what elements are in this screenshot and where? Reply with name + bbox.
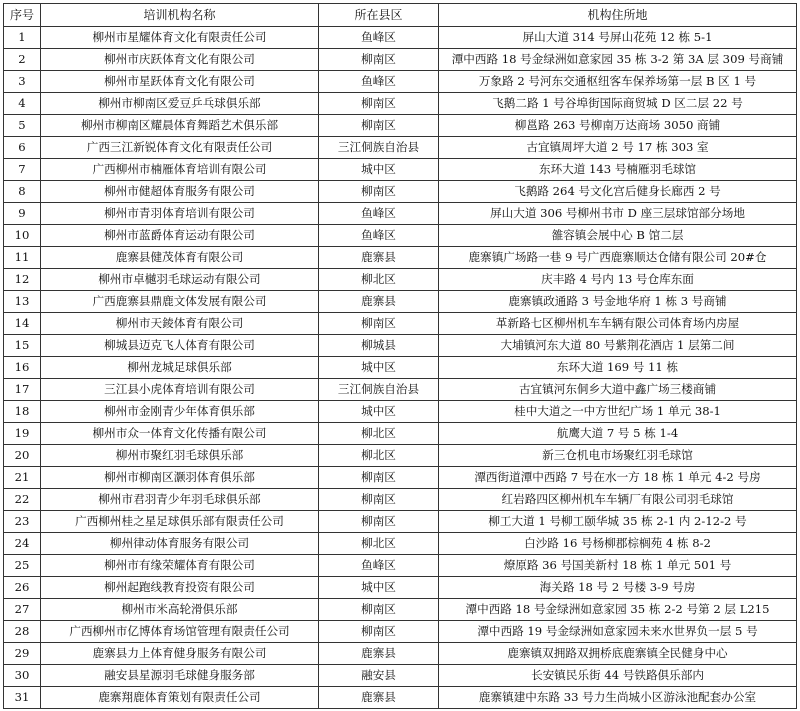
serial-cell: 3 [4,71,41,93]
institution-name-cell: 柳州市聚红羽毛球俱乐部 [41,445,319,467]
header-district: 所在县区 [319,4,439,27]
address-cell: 柳邕路 263 号柳南万达商场 3050 商铺 [439,115,797,137]
address-cell: 屏山大道 306 号柳州书市 D 座三层球馆部分场地 [439,203,797,225]
district-cell: 柳北区 [319,533,439,555]
district-cell: 柳南区 [319,115,439,137]
address-cell: 屏山大道 314 号屏山花苑 12 栋 5-1 [439,27,797,49]
table-row [4,423,797,445]
address-cell: 白沙路 16 号杨柳郡棕榈苑 4 栋 8-2 [439,533,797,555]
institution-name-cell: 柳州市柳南区耀晨体育舞蹈艺术俱乐部 [41,115,319,137]
institution-name-cell: 广西三江新锐体育文化有限责任公司 [41,137,319,159]
institution-name-cell: 柳州市青羽体育培训有限公司 [41,203,319,225]
institution-name-cell: 柳州市众一体育文化传播有限公司 [41,423,319,445]
address-cell: 鹿寨镇广场路一巷 9 号广西鹿寨顺达仓储有限公司 20#仓 [439,247,797,269]
institution-name-cell: 柳州市蓝爵体育运动有限公司 [41,225,319,247]
institution-name-cell: 柳州龙城足球俱乐部 [41,357,319,379]
table-row [4,49,797,71]
table-row [4,467,797,489]
district-cell: 鹿寨县 [319,247,439,269]
address-cell: 鹿寨镇建中东路 33 号力生尚城小区游泳池配套办公室 [439,687,797,709]
address-cell: 庆丰路 4 号内 13 号仓库东面 [439,269,797,291]
address-cell: 鹿寨镇政通路 3 号金地华府 1 栋 3 号商铺 [439,291,797,313]
table-row [4,643,797,665]
address-cell: 革新路七区柳州机车车辆有限公司体育场内房屋 [439,313,797,335]
address-cell: 古宜镇河东侗乡大道中鑫广场三楼商铺 [439,379,797,401]
institution-name-cell: 柳州市天錂体育有限公司 [41,313,319,335]
address-cell: 潭中西路 19 号金绿洲如意家园未来水世界负一层 5 号 [439,621,797,643]
district-cell: 鹿寨县 [319,291,439,313]
serial-cell: 19 [4,423,41,445]
district-cell: 柳北区 [319,269,439,291]
district-cell: 鱼峰区 [319,225,439,247]
institution-name-cell: 柳州市卓樾羽毛球运动有限公司 [41,269,319,291]
institution-name-cell: 柳州市柳南区爱豆乒乓球俱乐部 [41,93,319,115]
table-row [4,313,797,335]
district-cell: 鹿寨县 [319,687,439,709]
serial-cell: 15 [4,335,41,357]
district-cell: 鹿寨县 [319,643,439,665]
table-row [4,555,797,577]
district-cell: 柳南区 [319,511,439,533]
serial-cell: 30 [4,665,41,687]
table-row [4,379,797,401]
serial-cell: 8 [4,181,41,203]
serial-cell: 6 [4,137,41,159]
address-cell: 新三仓机电市场聚红羽毛球馆 [439,445,797,467]
institution-name-cell: 柳州起跑线教育投资有限公司 [41,577,319,599]
address-cell: 长安镇民乐街 44 号铁路俱乐部内 [439,665,797,687]
table-row [4,27,797,49]
table-row [4,291,797,313]
serial-cell: 12 [4,269,41,291]
serial-cell: 23 [4,511,41,533]
table-row [4,71,797,93]
header-institution-name: 培训机构名称 [41,4,319,27]
address-cell: 飞鹅二路 1 号谷埠街国际商贸城 D 区二层 22 号 [439,93,797,115]
address-cell: 潭西街道潭中西路 7 号在水一方 18 栋 1 单元 4-2 号房 [439,467,797,489]
serial-cell: 2 [4,49,41,71]
serial-cell: 26 [4,577,41,599]
address-cell: 柳工大道 1 号柳工颐华城 35 栋 2-1 内 2-12-2 号 [439,511,797,533]
institution-name-cell: 鹿寨县力上体育健身服务有限公司 [41,643,319,665]
address-cell: 海关路 18 号 2 号楼 3-9 号房 [439,577,797,599]
serial-cell: 9 [4,203,41,225]
table-row [4,357,797,379]
table-row [4,687,797,709]
serial-cell: 1 [4,27,41,49]
table-row [4,335,797,357]
serial-cell: 21 [4,467,41,489]
table-row [4,247,797,269]
table-row [4,489,797,511]
table-row [4,533,797,555]
address-cell: 潭中西路 18 号金绿洲如意家园 35 栋 2-2 号第 2 层 L215 [439,599,797,621]
district-cell: 鱼峰区 [319,203,439,225]
district-cell: 城中区 [319,401,439,423]
table-row [4,599,797,621]
institution-name-cell: 柳州市有缘荣耀体育有限公司 [41,555,319,577]
district-cell: 三江侗族自治县 [319,379,439,401]
table-row [4,115,797,137]
district-cell: 柳南区 [319,49,439,71]
serial-cell: 25 [4,555,41,577]
serial-cell: 4 [4,93,41,115]
table-row [4,203,797,225]
district-cell: 柳南区 [319,599,439,621]
district-cell: 城中区 [319,357,439,379]
table-row [4,577,797,599]
institution-name-cell: 广西柳州市楠雁体育培训有限公司 [41,159,319,181]
institution-name-cell: 鹿寨翔鹿体育策划有限责任公司 [41,687,319,709]
serial-cell: 28 [4,621,41,643]
address-cell: 燎原路 36 号国美新村 18 栋 1 单元 501 号 [439,555,797,577]
address-cell: 航鹰大道 7 号 5 栋 1-4 [439,423,797,445]
district-cell: 柳南区 [319,313,439,335]
serial-cell: 10 [4,225,41,247]
header-serial: 序号 [4,4,41,27]
address-cell: 大埔镇河东大道 80 号紫荆花酒店 1 层第二间 [439,335,797,357]
table-row [4,269,797,291]
table-header-row [4,4,797,27]
institution-name-cell: 柳州市星跃体育文化有限公司 [41,71,319,93]
institution-name-cell: 广西柳州桂之星足球俱乐部有限责任公司 [41,511,319,533]
header-address: 机构住所地 [439,4,797,27]
district-cell: 柳南区 [319,621,439,643]
serial-cell: 27 [4,599,41,621]
institution-name-cell: 柳州律动体育服务有限公司 [41,533,319,555]
table-row [4,181,797,203]
address-cell: 东环大道 169 号 11 栋 [439,357,797,379]
institution-name-cell: 柳州市星耀体育文化有限责任公司 [41,27,319,49]
district-cell: 城中区 [319,159,439,181]
table-row [4,511,797,533]
district-cell: 柳北区 [319,445,439,467]
district-cell: 柳城县 [319,335,439,357]
institution-name-cell: 柳州市庆跃体育文化有限公司 [41,49,319,71]
serial-cell: 7 [4,159,41,181]
district-cell: 三江侗族自治县 [319,137,439,159]
serial-cell: 31 [4,687,41,709]
district-cell: 柳南区 [319,467,439,489]
table-body [4,27,797,709]
institution-name-cell: 三江县小虎体育培训有限公司 [41,379,319,401]
address-cell: 飞鹅路 264 号文化宫后健身长廊西 2 号 [439,181,797,203]
table-row [4,159,797,181]
institution-table [3,3,797,709]
district-cell: 柳南区 [319,181,439,203]
district-cell: 融安县 [319,665,439,687]
address-cell: 鹿寨镇双拥路双拥桥底鹿寨镇全民健身中心 [439,643,797,665]
serial-cell: 13 [4,291,41,313]
serial-cell: 16 [4,357,41,379]
address-cell: 万象路 2 号河东交通枢纽客车保养场第一层 B 区 1 号 [439,71,797,93]
table-row [4,137,797,159]
district-cell: 柳南区 [319,93,439,115]
address-cell: 红岩路四区柳州机车车辆厂有限公司羽毛球馆 [439,489,797,511]
table-row [4,445,797,467]
table-row [4,93,797,115]
institution-name-cell: 柳州市米高轮滑俱乐部 [41,599,319,621]
serial-cell: 17 [4,379,41,401]
institution-name-cell: 柳城县迈克飞人体育有限公司 [41,335,319,357]
district-cell: 柳北区 [319,423,439,445]
serial-cell: 18 [4,401,41,423]
address-cell: 潭中西路 18 号金绿洲如意家园 35 栋 3-2 第 3A 层 309 号商铺 [439,49,797,71]
address-cell: 古宜镇周坪大道 2 号 17 栋 303 室 [439,137,797,159]
serial-cell: 11 [4,247,41,269]
serial-cell: 24 [4,533,41,555]
serial-cell: 22 [4,489,41,511]
district-cell: 鱼峰区 [319,555,439,577]
serial-cell: 20 [4,445,41,467]
serial-cell: 14 [4,313,41,335]
address-cell: 东环大道 143 号楠雁羽毛球馆 [439,159,797,181]
serial-cell: 5 [4,115,41,137]
table-row [4,401,797,423]
serial-cell: 29 [4,643,41,665]
institution-name-cell: 融安县星源羽毛球健身服务部 [41,665,319,687]
institution-table-container [3,3,797,709]
address-cell: 桂中大道之一中方世纪广场 1 单元 38-1 [439,401,797,423]
address-cell: 雒容镇会展中心 B 馆二层 [439,225,797,247]
district-cell: 城中区 [319,577,439,599]
district-cell: 柳南区 [319,489,439,511]
institution-name-cell: 鹿寨县健茂体育有限公司 [41,247,319,269]
institution-name-cell: 柳州市君羽青少年羽毛球俱乐部 [41,489,319,511]
district-cell: 鱼峰区 [319,71,439,93]
district-cell: 鱼峰区 [319,27,439,49]
institution-name-cell: 柳州市健超体育服务有限公司 [41,181,319,203]
institution-name-cell: 广西柳州市亿博体育场馆管理有限责任公司 [41,621,319,643]
institution-name-cell: 柳州市柳南区灏羽体育俱乐部 [41,467,319,489]
table-row [4,621,797,643]
table-row [4,665,797,687]
institution-name-cell: 柳州市金刚青少年体育俱乐部 [41,401,319,423]
table-row [4,225,797,247]
institution-name-cell: 广西鹿寨县鼎鹿文体发展有限公司 [41,291,319,313]
